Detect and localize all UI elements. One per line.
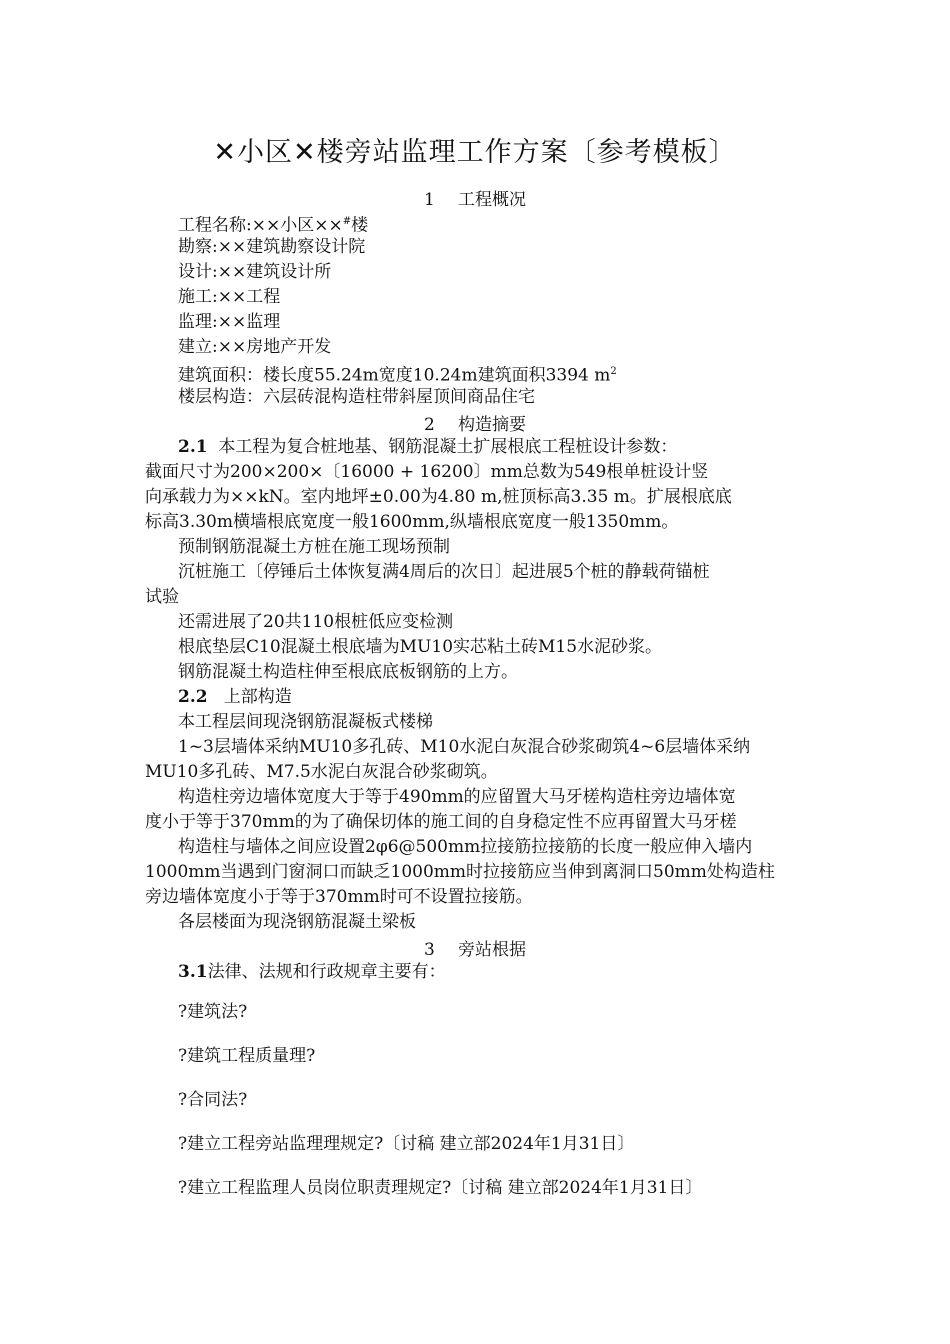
subsection-3-1-heading bbox=[178, 960, 446, 984]
law-item: ?建筑工程质量理? bbox=[178, 1046, 316, 1066]
section-title: 工程概况 bbox=[458, 190, 526, 210]
section-number: 1 bbox=[424, 190, 435, 210]
section-1-heading bbox=[0, 185, 950, 210]
law-item: ?建立工程旁站监理理规定?〔讨稿 建立部2024年1月31日〕 bbox=[178, 1134, 635, 1154]
column-wall-line-1: 构造柱旁边墙体宽度大于等于490mm的应留置大马牙槎构造柱旁边墙体宽 bbox=[178, 787, 736, 807]
tie-bar-line-1: 构造柱与墙体之间应设置2φ6@500mm拉接筋拉接筋的长度一般应伸入墙内 bbox=[178, 837, 753, 857]
paragraph-text: 本工程为复合桩地基、钢筋混凝土扩展根底工程桩设计参数： bbox=[218, 437, 678, 457]
superscript: # bbox=[342, 216, 352, 227]
section-title: 构造摘要 bbox=[458, 415, 526, 435]
paragraph-2-1-line-4: 标高3.30m横墙根底宽度一般1600mm,纵墙根底宽度一般1350mm。 bbox=[145, 512, 679, 532]
law-item: ?合同法? bbox=[178, 1090, 248, 1110]
subsection-title: 上部构造 bbox=[223, 687, 292, 707]
project-name-line bbox=[178, 210, 368, 238]
project-name-tail: 楼 bbox=[351, 215, 369, 236]
supervision-line: 监理:××监理 bbox=[178, 312, 281, 332]
subsection-number: 2.1 bbox=[178, 437, 208, 457]
section-2-heading bbox=[0, 410, 950, 435]
wall-material-line-1: 1~3层墙体采纳MU10多孔砖、M10水泥白灰混合砂浆砌筑4~6层墙体采纳 bbox=[178, 737, 751, 757]
column-line: 钢筋混凝土构造柱伸至根底底板钢筋的上方。 bbox=[178, 662, 518, 682]
structure-line: 楼层构造：六层砖混构造柱带斜屋顶间商品住宅 bbox=[178, 387, 535, 407]
precast-pile-line: 预制钢筋混凝土方桩在施工现场预制 bbox=[178, 537, 450, 557]
project-name-text: 工程名称:××小区×× bbox=[178, 215, 343, 236]
law-item: ?建筑法? bbox=[178, 1002, 248, 1022]
law-item: ?建立工程监理人员岗位职责理规定?〔讨稿 建立部2024年1月31日〕 bbox=[178, 1178, 703, 1198]
paragraph-2-1-line-1 bbox=[178, 435, 677, 459]
developer-line: 建立:××房地产开发 bbox=[178, 337, 332, 357]
floor-slab-line: 各层楼面为现浇钢筋混凝土梁板 bbox=[178, 912, 416, 932]
section-title: 旁站根据 bbox=[458, 940, 526, 960]
document-title: ✕小区✕楼旁站监理工作方案〔参考模板〕 bbox=[213, 137, 737, 168]
survey-line: 勘察:××建筑勘察设计院 bbox=[178, 237, 366, 257]
low-strain-line: 还需进展了20共110根桩低应变检测 bbox=[178, 612, 454, 632]
pile-test-line: 沉桩施工〔停锤后土体恢复满4周后的次日〕起进展5个桩的静载荷锚桩 bbox=[178, 562, 710, 582]
section-3-heading bbox=[0, 935, 950, 960]
superscript: 2 bbox=[610, 366, 617, 377]
construction-line: 施工:××工程 bbox=[178, 287, 281, 307]
stair-line: 本工程层间现浇钢筋混凝板式楼梯 bbox=[178, 712, 433, 732]
tie-bar-line-2: 1000mm当遇到门窗洞口而缺乏1000mm时拉接筋应当伸到离洞口50mm处构造柱 bbox=[145, 862, 775, 882]
subsection-2-2-heading bbox=[178, 685, 292, 709]
subsection-number: 3.1 bbox=[178, 962, 208, 982]
paragraph-2-1-line-3: 向承载力为××kN。室内地坪±0.00为4.80 m,桩顶标高3.35 m。扩展根底底 bbox=[145, 487, 732, 507]
column-wall-line-2: 度小于等于370mm的为了确保切体的施工间的自身稳定性不应再留置大马牙槎 bbox=[145, 812, 737, 832]
section-number: 2 bbox=[424, 415, 435, 435]
foundation-cushion-line: 根底垫层C10混凝土根底墙为MU10实芯粘土砖M15水泥砂浆。 bbox=[178, 637, 663, 657]
tie-bar-line-3: 旁边墙体宽度小于等于370mm时可不设置拉接筋。 bbox=[145, 887, 533, 907]
paragraph-2-1-line-2: 截面尺寸为200×200×〔16000 + 16200〕mm总数为549根单桩设计竖 bbox=[145, 462, 709, 482]
wall-material-line-2: MU10多孔砖、M7.5水泥白灰混合砂浆砌筑。 bbox=[145, 762, 498, 782]
subsection-title: 法律、法规和行政规章主要有： bbox=[207, 962, 446, 982]
pile-test-line-2: 试验 bbox=[145, 587, 179, 607]
section-number: 3 bbox=[424, 940, 435, 960]
area-text: 建筑面积：楼长度55.24m宽度10.24m建筑面积3394 m bbox=[178, 365, 611, 386]
area-line bbox=[178, 360, 617, 388]
subsection-number: 2.2 bbox=[178, 687, 208, 707]
design-line: 设计:××建筑设计所 bbox=[178, 262, 332, 282]
